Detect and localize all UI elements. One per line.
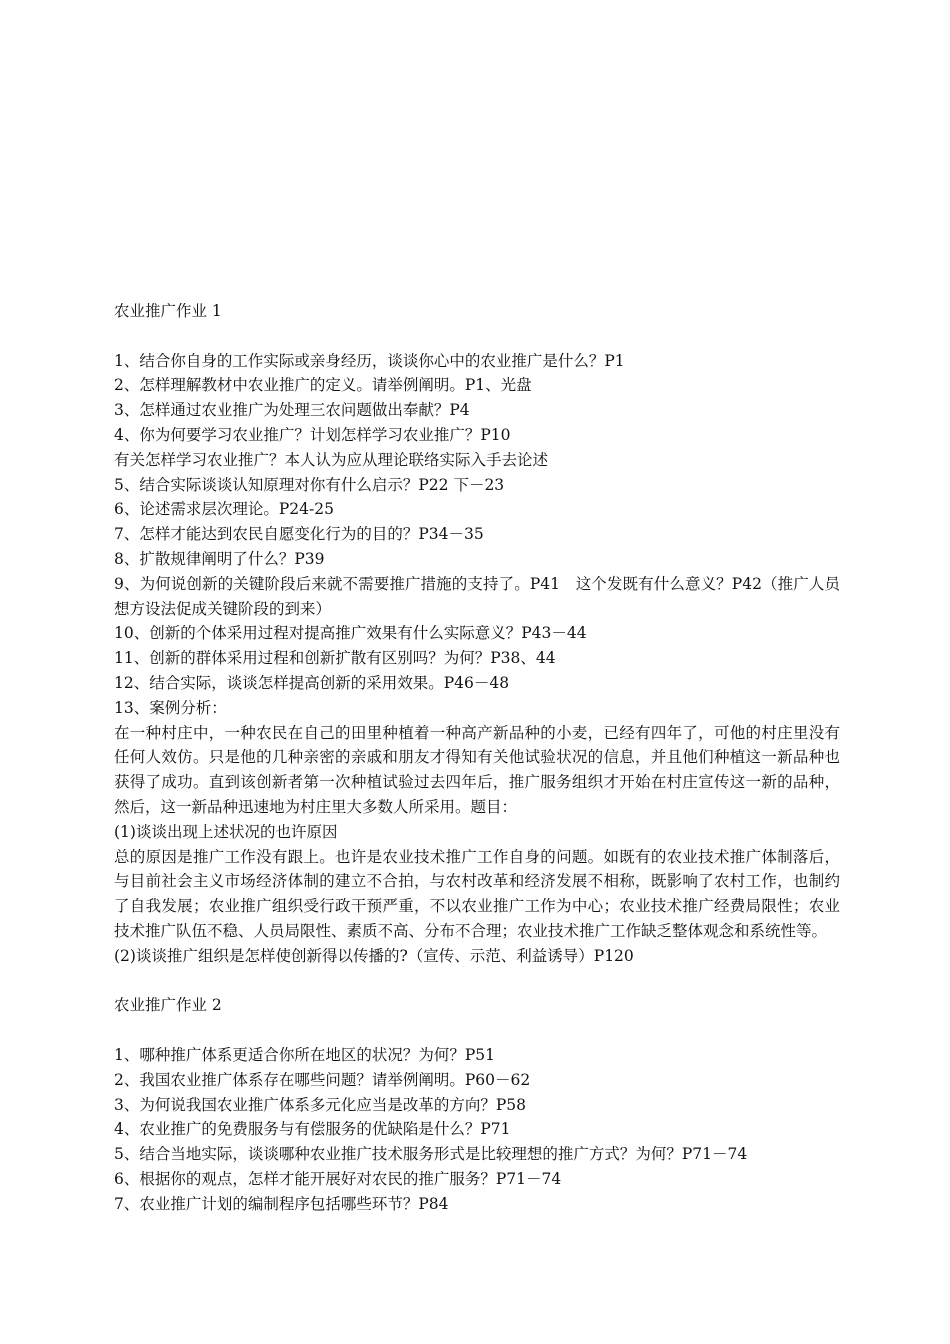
question-item: 2、我国农业推广体系存在哪些问题？请举例阐明。P60－62 xyxy=(114,1070,531,1089)
question-item: 1、哪种推广体系更适合你所在地区的状况？为何？P51 xyxy=(114,1045,496,1064)
document-page xyxy=(114,299,840,1216)
case-answer-1: 总的原因是推广工作没有跟上。也许是农业技术推广工作自身的问题。如既有的农业技术推广体制落后，与目前社会主义市场经济体制的建立不合拍，与农村改革和经济发展不相称，既影响了农村工作，也制约了自我发展；农业推广组织受行政干预严重，不以农业推广工作为中心；农业技术推广经费局限性；农业技术推广队伍不稳、人员局限性、素质不高、分布不合理；农业技术推广工作缺乏整体观念和系统性等。 xyxy=(114,847,840,940)
case-question-1: (1)谈谈出现上述状况的也许原因 xyxy=(114,822,338,841)
blank-line xyxy=(114,324,840,349)
question-item: 7、农业推广计划的编制程序包括哪些环节？P84 xyxy=(114,1194,449,1213)
question-item: 5、结合当地实际，谈谈哪种农业推广技术服务形式是比较理想的推广方式？为何？P71－74 xyxy=(114,1145,748,1164)
question-item: 8、扩散规律阐明了什么？P39 xyxy=(114,549,325,568)
question-item: 6、根据你的观点，怎样才能开展好对农民的推广服务？P71－74 xyxy=(114,1169,562,1188)
case-study-text: 在一种村庄中，一种农民在自己的田里种植着一种高产新品种的小麦，已经有四年了，可他的村庄里没有任何人效仿。只是他的几种亲密的亲戚和朋友才得知有关他试验状况的信息，并且他们种植这一新品种也获得了成功。直到该创新者第一次种植试验过去四年后，推广服务组织才开始在村庄宣传这一新的品种，然后，这一新品种迅速地为村庄里大多数人所采用。题目： xyxy=(114,723,840,816)
question-item: 10、创新的个体采用过程对提高推广效果有什么实际意义？P43－44 xyxy=(114,624,587,643)
question-item: 12、结合实际，谈谈怎样提高创新的采用效果。P46－48 xyxy=(114,673,510,692)
question-item: 4、你为何要学习农业推广？计划怎样学习农业推广？P10 xyxy=(114,425,511,444)
question-item: 3、怎样通过农业推广为处理三农问题做出奉献？P4 xyxy=(114,401,470,420)
section1-title: 农业推广作业 1 xyxy=(114,302,222,320)
answer-note: 有关怎样学习农业推广？本人认为应从理论联络实际入手去论述 xyxy=(114,450,549,469)
question-item: 7、怎样才能达到农民自愿变化行为的目的？P34－35 xyxy=(114,525,484,544)
question-item: 5、结合实际谈谈认知原理对你有什么启示？P22 下－23 xyxy=(114,475,505,494)
blank-line xyxy=(114,969,840,994)
question-item: 2、怎样理解教材中农业推广的定义。请举例阐明。P1、光盘 xyxy=(114,376,532,395)
question-item: 4、农业推广的免费服务与有偿服务的优缺陷是什么？P71 xyxy=(114,1120,511,1139)
question-item-9: 9、为何说创新的关键阶段后来就不需要推广措施的支持了。P41 这个发既有什么意义？P42（推广人员想方设法促成关键阶段的到来） xyxy=(114,574,840,618)
case-question-2: (2)谈谈推广组织是怎样使创新得以传播的?（宣传、示范、利益诱导）P120 xyxy=(114,946,634,965)
question-item: 13、案例分析： xyxy=(114,698,227,717)
blank-line xyxy=(114,1018,840,1043)
question-item: 11、创新的群体采用过程和创新扩散有区别吗？为何？P38、44 xyxy=(114,649,556,668)
section2-title: 农业推广作业 2 xyxy=(114,996,222,1015)
question-item: 1、结合你自身的工作实际或亲身经历，谈谈你心中的农业推广是什么？P1 xyxy=(114,351,625,370)
question-item: 3、为何说我国农业推广体系多元化应当是改革的方向？P58 xyxy=(114,1095,527,1114)
question-item: 6、论述需求层次理论。P24-25 xyxy=(114,500,334,519)
